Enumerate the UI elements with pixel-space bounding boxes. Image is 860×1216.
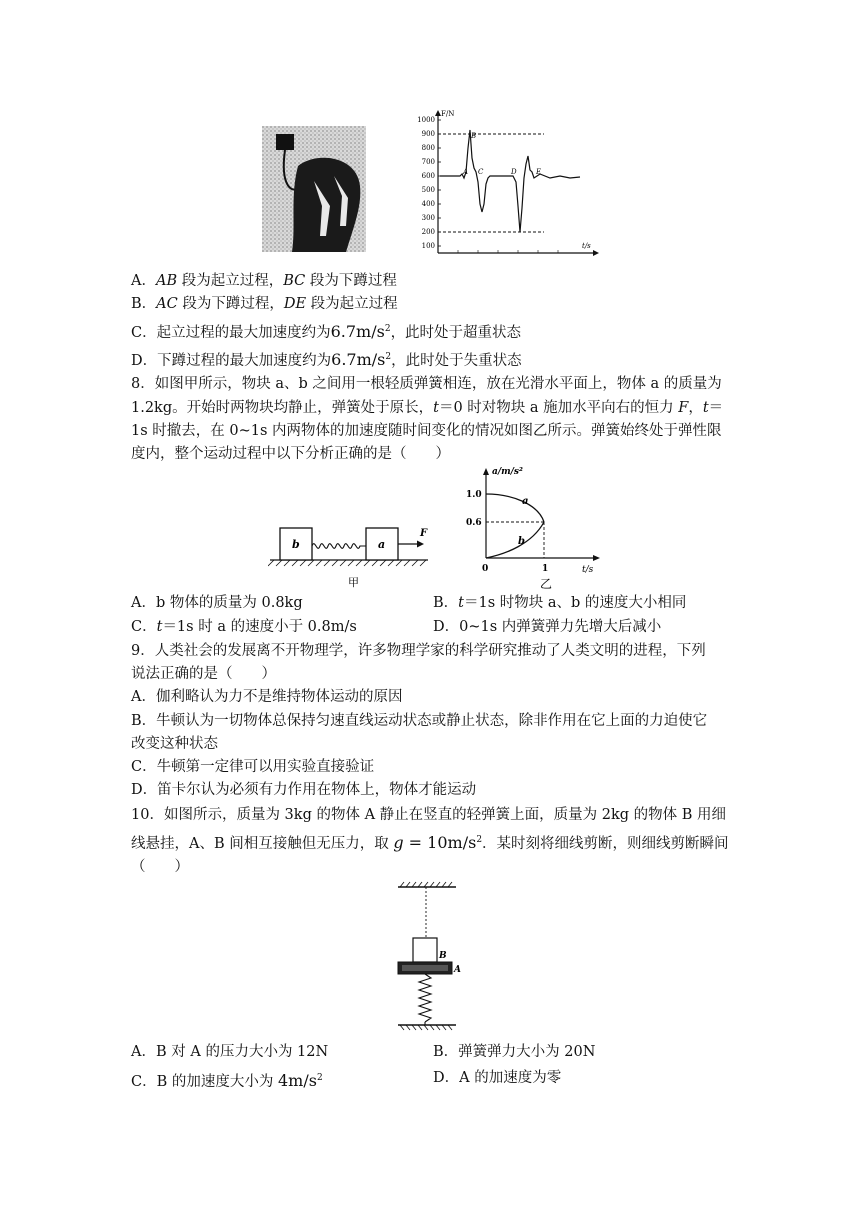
q9-option-b: B．牛顿认为一切物体总保持匀速直线运动状态或静止状态，除非作用在它上面的力迫使它 xyxy=(131,713,708,729)
q10-option-c: C．B 的加速度大小为 $4m/s^2$ xyxy=(131,1070,323,1090)
y-tick-label: 800 xyxy=(421,144,435,152)
x-axis-label: t/s xyxy=(582,565,594,575)
q7-option-c: C．起立过程的最大加速度约为$6.7m/s^2$，此时处于超重状态 xyxy=(131,321,522,341)
point-label-d: D xyxy=(511,168,517,176)
figure-yi-caption: 乙 xyxy=(540,577,553,591)
q10-stem-line-1: 10．如图所示，质量为 3kg 的物体 A 静止在竖直的轻弹簧上面，质量为 2kg 的物体 B 用细 xyxy=(131,807,727,823)
q8-option-c: C．t＝1s 时 a 的速度小于 0.8m/s xyxy=(131,619,357,635)
q10-stem-line-3: （ ） xyxy=(131,859,189,875)
point-label-b: B xyxy=(471,132,477,140)
label-a: A xyxy=(454,965,461,975)
y-axis-label: a/m/s² xyxy=(492,467,523,477)
figure-yi-acceleration-graph xyxy=(462,464,604,592)
point-label-c: C xyxy=(478,168,484,176)
q9-option-c: C．牛顿第一定律可以用实验直接验证 xyxy=(131,759,375,775)
y-tick-label: 200 xyxy=(421,228,435,236)
q9-stem-line-1: 9．人类社会的发展离不开物理学，许多物理学家的科学研究推动了人类文明的进程，下列 xyxy=(131,643,706,659)
q10-option-d: D．A 的加速度为零 xyxy=(433,1070,562,1086)
block-a-label: a xyxy=(378,538,386,551)
x-tick-label: 1 xyxy=(542,564,549,574)
y-tick-label: 600 xyxy=(421,172,435,180)
y-tick-label: 1000 xyxy=(417,116,435,124)
q8-stem-line-1: 8．如图甲所示，物块 a、b 之间用一根轻质弹簧相连，放在光滑水平面上，物体 a 的质量为 xyxy=(131,376,722,392)
q10-stem-line-2: 线悬挂，A、B 间相互接触但无压力，取 $g = 10m/s^2$．某时刻将细线剪断，则细线剪断瞬间 xyxy=(131,832,729,852)
q9-option-b-cont: 改变这种状态 xyxy=(131,736,218,752)
point-label-e: E xyxy=(536,168,542,176)
q10-option-b: B．弹簧弹力大小为 20N xyxy=(433,1044,596,1060)
block-b-label: b xyxy=(292,538,300,551)
y-tick-label: 400 xyxy=(421,200,435,208)
y-tick-label: 0.6 xyxy=(466,518,482,528)
q8-option-a: A．b 物体的质量为 0.8kg xyxy=(131,595,303,611)
label-b: B xyxy=(439,951,447,961)
y-axis-label: F/N xyxy=(441,110,455,118)
q7-option-a: A．AB 段为起立过程，BC 段为下蹲过程 xyxy=(131,273,397,289)
curve-b-label: b xyxy=(518,536,525,547)
y-tick-label: 100 xyxy=(421,242,435,250)
person-squat-photo xyxy=(262,126,366,252)
y-tick-label: 900 xyxy=(421,130,435,138)
x-axis-label: t/s xyxy=(582,242,591,250)
figure-jia-caption: 甲 xyxy=(348,576,359,589)
q8-option-d: D．0~1s 内弹簧弹力先增大后减小 xyxy=(433,619,662,635)
q9-option-d: D．笛卡尔认为必须有力作用在物体上，物体才能运动 xyxy=(131,782,477,798)
q9-stem-line-2: 说法正确的是（ ） xyxy=(131,666,276,682)
q8-option-b: B．t＝1s 时物块 a、b 的速度大小相同 xyxy=(433,595,687,611)
q8-stem-line-3: 1s 时撤去，在 0~1s 内两物体的加速度随时间变化的情况如图乙所示。弹簧始终处于弹性限 xyxy=(131,423,722,439)
y-tick-label: 700 xyxy=(421,158,435,166)
curve-a-label: a xyxy=(522,496,529,507)
force-time-graph xyxy=(410,108,600,258)
y-tick-label: 500 xyxy=(421,186,435,194)
force-label: F xyxy=(420,528,428,539)
figure-jia-blocks-spring xyxy=(268,522,444,594)
q8-stem-line-4: 度内，整个运动过程中以下分析正确的是（ ） xyxy=(131,446,450,462)
y-tick-label: 300 xyxy=(421,214,435,222)
q7-option-b: B．AC 段为下蹲过程，DE 段为起立过程 xyxy=(131,296,398,312)
q7-option-d: D．下蹲过程的最大加速度约为$6.7m/s^2$，此时处于失重状态 xyxy=(131,349,522,369)
q10-option-a: A．B 对 A 的压力大小为 12N xyxy=(131,1044,329,1060)
figure-spring-blocks xyxy=(394,880,474,1032)
q8-stem-line-2: 1.2kg。开始时两物块均静止，弹簧处于原长，t＝0 时对物块 a 施加水平向右的恒力 F，t＝ xyxy=(131,400,724,416)
x-tick-label: 0 xyxy=(482,564,489,574)
q9-option-a: A．伽利略认为力不是维持物体运动的原因 xyxy=(131,689,403,705)
point-label-a: A xyxy=(463,168,469,176)
y-tick-label: 1.0 xyxy=(466,490,482,500)
